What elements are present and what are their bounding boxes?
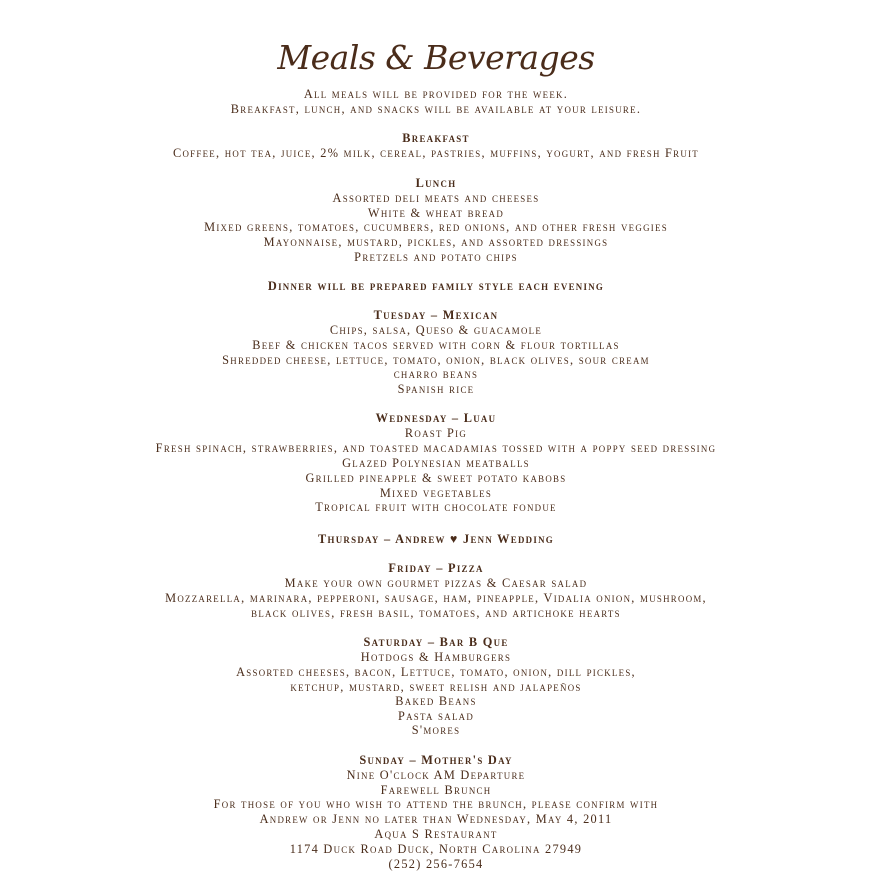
tuesday-item: Chips, salsa, Queso & guacamole: [329, 323, 543, 337]
wednesday-item: Mixed vegetables: [379, 486, 493, 500]
tuesday-item: Shredded cheese, lettuce, tomato, onion, black olives, sour cream: [222, 353, 650, 367]
sunday-item: Aqua S Restaurant: [374, 827, 498, 841]
sunday-heading: Sunday – Mother's Day: [359, 753, 513, 767]
friday-heading: Friday – Pizza: [388, 561, 484, 575]
lunch-item: White & wheat bread: [367, 206, 505, 220]
lunch-item: Pretzels and potato chips: [354, 250, 518, 264]
breakfast-item: Coffee, hot tea, juice, 2% milk, cereal, pastries, muffins, yogurt, and fresh Fruit: [172, 146, 700, 160]
wednesday-item: Glazed Polynesian meatballs: [342, 456, 530, 470]
breakfast-heading: Breakfast: [402, 131, 470, 145]
sunday-item: Andrew or Jenn no later than Wednesday, May 4, 2011: [259, 812, 613, 826]
lunch-item: Mixed greens, tomatoes, cucumbers, red onions, and other fresh veggies: [204, 220, 668, 234]
saturday-item: S'mores: [411, 723, 461, 737]
wednesday-item: Fresh spinach, strawberries, and toasted macadamias tossed with a poppy seed dressing: [155, 441, 717, 455]
wednesday-item: Tropical fruit with chocolate fondue: [315, 500, 557, 514]
saturday-item: Baked Beans: [395, 694, 477, 708]
friday-item: black olives, fresh basil, tomatoes, and artichoke hearts: [251, 606, 621, 620]
thursday-heading: Thursday – Andrew ♥ Jenn Wedding: [318, 532, 554, 546]
intro-line: All meals will be provided for the week.: [303, 87, 569, 101]
sunday-item: 1174 Duck Road Duck, North Carolina 27949: [289, 842, 583, 856]
wednesday-heading: Wednesday – Luau: [375, 411, 497, 425]
lunch-item: Mayonnaise, mustard, pickles, and assorted dressings: [263, 235, 609, 249]
lunch-item: Assorted deli meats and cheeses: [332, 191, 540, 205]
dinner-note: Dinner will be prepared family style each evening: [267, 279, 605, 293]
tuesday-item: charro beans: [393, 367, 479, 381]
friday-item: Make your own gourmet pizzas & Caesar salad: [284, 576, 588, 590]
intro-line: Breakfast, lunch, and snacks will be available at your leisure.: [230, 102, 642, 116]
saturday-item: Assorted cheeses, bacon, Lettuce, tomato, onion, dill pickles,: [236, 665, 636, 679]
sunday-item: Nine O'clock AM Departure: [346, 768, 526, 782]
page-title: Meals & Beverages: [277, 38, 595, 77]
sunday-item: For those of you who wish to attend the brunch, please confirm with: [213, 797, 659, 811]
friday-item: Mozzarella, marinara, pepperoni, sausage, ham, pineapple, Vidalia onion, mushroom,: [165, 591, 707, 605]
saturday-item: Pasta salad: [397, 709, 475, 723]
wednesday-item: Grilled pineapple & sweet potato kabobs: [305, 471, 567, 485]
wednesday-item: Roast Pig: [404, 426, 468, 440]
saturday-item: Hotdogs & Hamburgers: [360, 650, 512, 664]
sunday-item: (252) 256-7654: [388, 857, 484, 871]
tuesday-item: Spanish rice: [397, 382, 475, 396]
tuesday-heading: Tuesday – Mexican: [373, 308, 499, 322]
saturday-heading: Saturday – Bar B Que: [363, 635, 509, 649]
tuesday-item: Beef & chicken tacos served with corn & flour tortillas: [252, 338, 620, 352]
lunch-heading: Lunch: [415, 176, 457, 190]
sunday-item: Farewell Brunch: [380, 783, 492, 797]
saturday-item: ketchup, mustard, sweet relish and jalapeños: [290, 680, 582, 694]
